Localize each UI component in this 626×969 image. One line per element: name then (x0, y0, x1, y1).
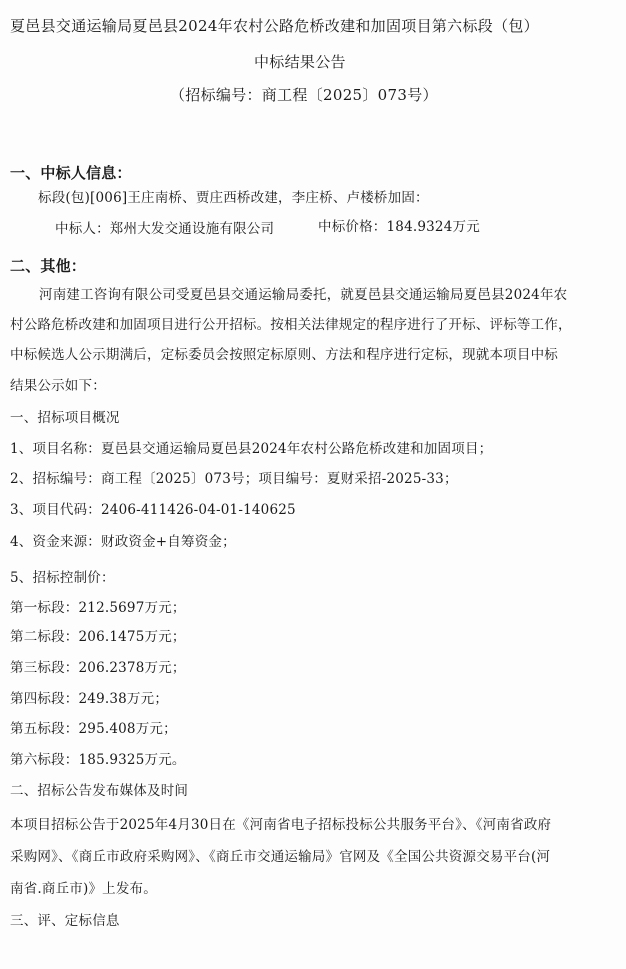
winner-name: 中标人：郑州大发交通设施有限公司 (55, 221, 275, 237)
lot-description: 标段(包)[006]王庄南桥、贾庄西桥改建，李庄桥、卢楼桥加固： (38, 190, 429, 206)
section-3-heading: 三、评、定标信息 (10, 913, 120, 929)
winning-price: 中标价格：184.9324万元 (318, 219, 480, 235)
overview-item: 5、招标控制价： (10, 570, 115, 586)
overview-heading: 一、招标项目概况 (10, 410, 120, 426)
title-line-1: 夏邑县交通运输局夏邑县2024年农村公路危桥改建和加固项目第六标段（包） (10, 17, 539, 35)
overview-item: 3、项目代码：2406-411426-04-01-140625 (10, 502, 296, 518)
section-1-heading: 一、中标人信息： (10, 164, 132, 182)
lot-control-price: 第二标段：206.1475万元； (10, 629, 186, 645)
paragraph-line: 中标候选人公示期满后，定标委员会按照定标原则、方法和程序进行定标，现就本项目中标 (10, 347, 558, 363)
paragraph-line: 河南建工咨询有限公司受夏邑县交通运输局委托，就夏邑县交通运输局夏邑县2024年农 (39, 287, 568, 303)
section-2-heading: 二、其他： (10, 257, 87, 275)
overview-item: 2、招标编号：商工程〔2025〕073号；项目编号：夏财采招-2025-33； (10, 471, 458, 487)
lot-control-price: 第三标段：206.2378万元； (10, 660, 186, 676)
lot-control-price: 第一标段：212.5697万元； (10, 600, 186, 616)
tender-number: （招标编号：商工程〔2025〕073号） (170, 86, 438, 104)
media-line: 南省.商丘市)》上发布。 (10, 881, 157, 897)
lot-control-price: 第六标段：185.9325万元。 (10, 752, 186, 768)
paragraph-line: 结果公示如下： (10, 378, 106, 394)
overview-item: 4、资金来源：财政资金+自筹资金； (10, 534, 236, 550)
lot-control-price: 第五标段：295.408万元； (10, 721, 177, 737)
media-heading: 二、招标公告发布媒体及时间 (10, 783, 189, 799)
media-line: 采购网》、《商丘市政府采购网》、《商丘市交通运输局》官网及《全国公共资源交易平台(河 (10, 849, 551, 865)
paragraph-line: 村公路危桥改建和加固项目进行公开招标。按相关法律规定的程序进行了开标、评标等工作， (10, 317, 572, 333)
lot-control-price: 第四标段：249.38万元； (10, 691, 169, 707)
overview-item: 1、项目名称：夏邑县交通运输局夏邑县2024年农村公路危桥改建和加固项目； (10, 441, 493, 457)
media-line: 本项目招标公告于2025年4月30日在《河南省电子招标投标公共服务平台》、《河南省政府 (10, 817, 552, 833)
title-line-2: 中标结果公告 (254, 53, 346, 71)
